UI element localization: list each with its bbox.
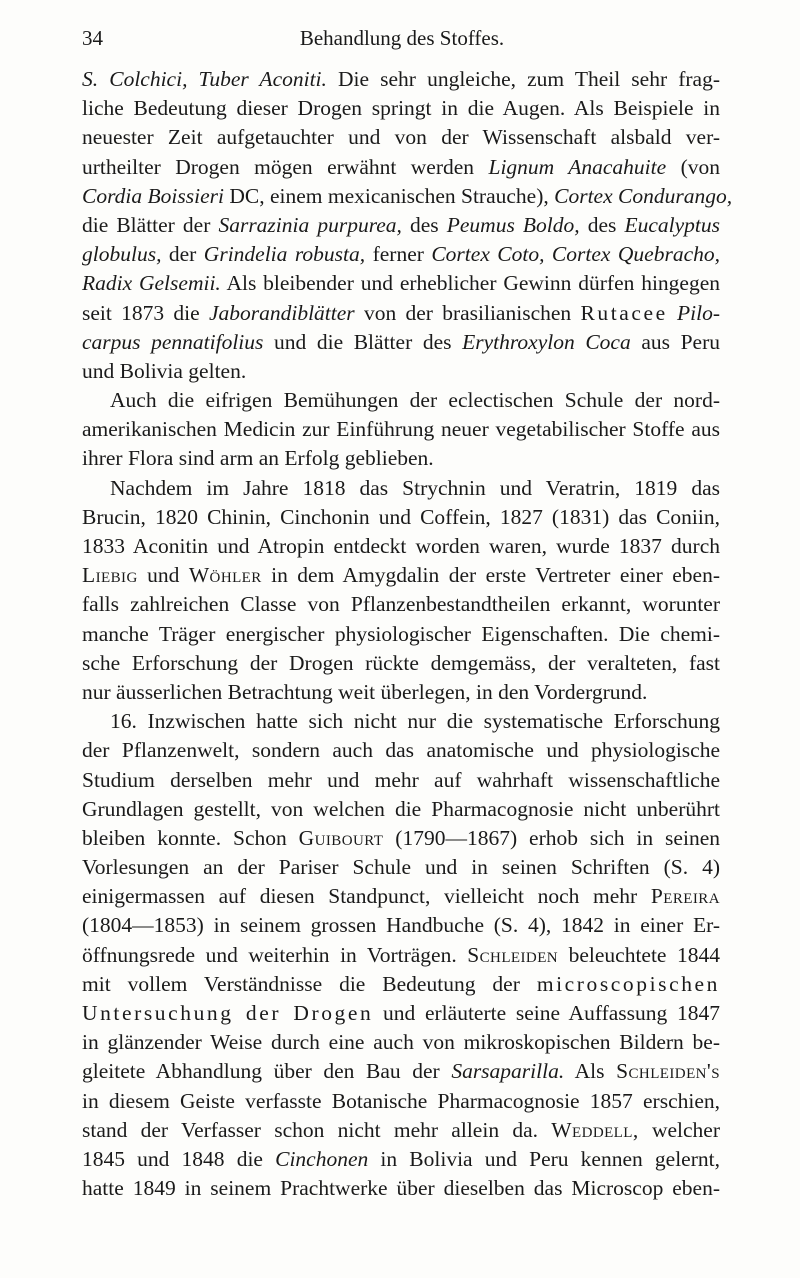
text-segment: von der brasilianischen bbox=[354, 300, 581, 325]
text-segment: in dem Amygdalin der erste Vertreter einer eben- bbox=[261, 563, 720, 588]
text-line bbox=[82, 1028, 720, 1057]
text-line bbox=[82, 941, 720, 970]
text-segment: sche Erforschung der Drogen rückte demgemäss, der veralteten, fast bbox=[82, 650, 720, 675]
text-line bbox=[82, 795, 720, 824]
text-segment: (1790—1867) erhob sich in seinen bbox=[383, 825, 720, 850]
text-segment: ferner bbox=[365, 242, 432, 267]
text-segment: Als bleibender und erheblicher Gewinn dürfen hingegen bbox=[220, 271, 721, 296]
text-line bbox=[82, 532, 720, 561]
text-segment: des bbox=[579, 212, 625, 237]
page-number: 34 bbox=[82, 26, 103, 50]
text-segment: stand der Verfasser schon nicht mehr allein da. bbox=[82, 1117, 552, 1142]
text-line bbox=[82, 882, 720, 911]
text-line bbox=[82, 1087, 720, 1116]
text-segment: nur äusserlichen Betrachtung weit überlegen, in den Vordergrund. bbox=[82, 679, 648, 704]
text-line bbox=[82, 1116, 720, 1145]
text-segment: neuester Zeit aufgetauchter und von der Wissenschaft alsbald ver- bbox=[82, 125, 720, 150]
text-line bbox=[82, 153, 720, 182]
text-segment: liche Bedeutung dieser Drogen springt in die Augen. Als Beispiele in bbox=[82, 96, 720, 121]
text-segment: Untersuchung der Drogen bbox=[82, 1001, 374, 1025]
text-segment: Vorlesungen an der Pariser Schule und in seinen Schriften (S. 4) bbox=[82, 855, 720, 880]
text-segment: Schleiden bbox=[467, 942, 559, 967]
text-segment: welcher bbox=[638, 1117, 720, 1142]
text-segment: Lignum Anacahuite bbox=[488, 154, 667, 179]
text-line bbox=[82, 444, 720, 473]
text-segment: Pilo- bbox=[677, 300, 721, 325]
text-segment: Eucalyptus bbox=[624, 212, 720, 237]
text-line bbox=[82, 65, 720, 94]
text-segment: Brucin, 1820 Chinin, Cinchonin und Coffein, 1827 (1831) das Coniin, bbox=[82, 504, 720, 529]
text-segment: öffnungsrede und weiterhin in Vorträgen. bbox=[82, 942, 468, 967]
text-line bbox=[82, 970, 720, 999]
text-segment: der Pflanzenwelt, sondern auch das anatomische und physiologische bbox=[82, 738, 720, 763]
text-line bbox=[82, 678, 720, 707]
text-line bbox=[82, 1174, 720, 1203]
text-segment: Pereira bbox=[650, 884, 720, 909]
text-segment bbox=[668, 301, 677, 325]
text-segment: carpus pennatifolius bbox=[82, 329, 264, 354]
text-line bbox=[82, 736, 720, 765]
text-segment: hatte 1849 in seinem Prachtwerke über dieselben das Microscop eben- bbox=[82, 1176, 720, 1201]
text-line bbox=[82, 240, 720, 269]
text-segment: Peumus Boldo, bbox=[446, 212, 580, 237]
text-segment: Grundlagen gestellt, von welchen die Pharmacognosie nicht unberührt bbox=[82, 796, 720, 821]
text-segment: und bbox=[137, 563, 189, 588]
text-line bbox=[82, 503, 720, 532]
text-segment: 16. Inzwischen hatte sich nicht nur die systematische Erforschung bbox=[110, 709, 720, 734]
text-segment: Auch die eifrigen Bemühungen der eclectischen Schule der nord- bbox=[110, 388, 720, 413]
text-line bbox=[82, 415, 720, 444]
text-line bbox=[82, 211, 720, 240]
text-segment: des bbox=[401, 212, 447, 237]
text-segment: und erläuterte seine Auffassung 1847 bbox=[373, 1001, 720, 1025]
text-segment: (1804—1853) in seinem grossen Handbuche (S. 4), 1842 in einer Er- bbox=[82, 913, 720, 938]
text-line bbox=[82, 1145, 720, 1174]
text-line bbox=[82, 649, 720, 678]
text-segment: in glänzender Weise durch eine auch von mikroskopischen Bildern be- bbox=[82, 1030, 720, 1055]
text-line bbox=[82, 911, 720, 940]
body-text bbox=[82, 65, 733, 1203]
text-line bbox=[82, 299, 720, 328]
text-segment: Die sehr ungleiche, zum Theil sehr frag- bbox=[326, 67, 720, 91]
text-line bbox=[82, 123, 720, 152]
text-segment: in diesem Geiste verfasste Botanische Pharmacognosie 1857 erschien, bbox=[82, 1088, 720, 1113]
text-line bbox=[82, 328, 720, 357]
text-segment: die Blätter der bbox=[82, 212, 219, 237]
text-line bbox=[82, 853, 720, 882]
text-segment: (von bbox=[666, 154, 720, 179]
text-segment: Sarsaparilla. bbox=[451, 1059, 565, 1084]
text-segment: globulus, bbox=[82, 242, 162, 267]
text-segment: 1845 und 1848 die bbox=[82, 1146, 276, 1171]
text-line bbox=[82, 94, 720, 123]
text-segment: S. Colchici, Tuber Aconiti. bbox=[82, 67, 327, 91]
text-line bbox=[82, 357, 720, 386]
text-line bbox=[82, 707, 720, 736]
text-segment: manche Träger energischer physiologischer Eigenschaften. Die chemi- bbox=[82, 621, 720, 646]
text-segment: microscopischen bbox=[536, 971, 720, 996]
text-line bbox=[82, 386, 720, 415]
text-segment: Cortex Condurango, bbox=[554, 183, 733, 208]
text-line bbox=[82, 1057, 720, 1086]
text-segment: 1833 Aconitin und Atropin entdeckt worden waren, wurde 1837 durch bbox=[82, 534, 720, 558]
text-segment: ihrer Flora sind arm an Erfolg geblieben. bbox=[82, 446, 434, 471]
text-segment: und die Blätter des bbox=[263, 329, 463, 354]
text-segment: Als bbox=[564, 1059, 617, 1084]
text-segment: Sarrazinia purpurea, bbox=[218, 212, 402, 237]
text-segment: Jaborandiblätter bbox=[208, 300, 355, 325]
text-segment: amerikanischen Medicin zur Einführung neuer vegetabilischer Stoffe aus bbox=[82, 417, 720, 442]
text-segment: der bbox=[161, 242, 204, 267]
text-segment: Wöhler bbox=[188, 563, 262, 588]
text-segment: seit 1873 die bbox=[82, 300, 209, 325]
text-segment: Radix Gelsemii. bbox=[82, 271, 221, 296]
text-segment: Rutacee bbox=[580, 300, 668, 325]
text-segment: bleiben konnte. Schon bbox=[82, 825, 299, 850]
text-line bbox=[82, 590, 720, 619]
text-line bbox=[82, 766, 720, 795]
text-line bbox=[82, 824, 720, 853]
text-line bbox=[82, 999, 720, 1028]
text-segment: Erythroxylon Coca bbox=[462, 329, 631, 354]
text-segment: einigermassen auf diesen Standpunct, vielleicht noch mehr bbox=[82, 884, 651, 909]
page-header bbox=[82, 14, 722, 54]
text-segment: Schleiden's bbox=[616, 1059, 720, 1084]
text-segment: Guibourt bbox=[298, 825, 384, 850]
text-segment: aus Peru bbox=[630, 329, 721, 354]
text-segment: beleuchtete 1844 bbox=[558, 942, 721, 967]
text-line bbox=[82, 561, 720, 590]
text-segment: Cordia Boissieri bbox=[82, 183, 224, 208]
text-segment: urtheilter Drogen mögen erwähnt werden bbox=[82, 154, 489, 179]
text-segment: gleitete Abhandlung über den Bau der bbox=[82, 1059, 452, 1084]
text-line bbox=[82, 182, 733, 211]
text-segment: Grindelia robusta, bbox=[203, 242, 366, 267]
text-segment: Nachdem im Jahre 1818 das Strychnin und Veratrin, 1819 das bbox=[110, 475, 720, 500]
text-line bbox=[82, 474, 720, 503]
running-head: Behandlung des Stoffes. bbox=[299, 26, 505, 50]
text-segment: mit vollem Verständnisse die Bedeutung der bbox=[82, 971, 537, 996]
text-segment: DC, einem mexicanischen Strauche), bbox=[223, 183, 555, 208]
text-line bbox=[82, 269, 720, 298]
text-segment: und Bolivia gelten. bbox=[82, 358, 247, 383]
text-line bbox=[82, 620, 720, 649]
text-segment: Liebig bbox=[82, 563, 138, 588]
text-segment: Cinchonen bbox=[275, 1146, 369, 1171]
text-segment: Cortex Coto, Cortex Quebracho, bbox=[431, 242, 720, 267]
text-segment: Weddell, bbox=[551, 1117, 639, 1142]
text-segment: falls zahlreichen Classe von Pflanzenbestandtheilen erkannt, worunter bbox=[82, 592, 720, 617]
text-segment: in Bolivia und Peru kennen gelernt, bbox=[368, 1146, 720, 1171]
text-segment: Studium derselben mehr und mehr auf wahrhaft wissenschaftliche bbox=[82, 767, 720, 792]
